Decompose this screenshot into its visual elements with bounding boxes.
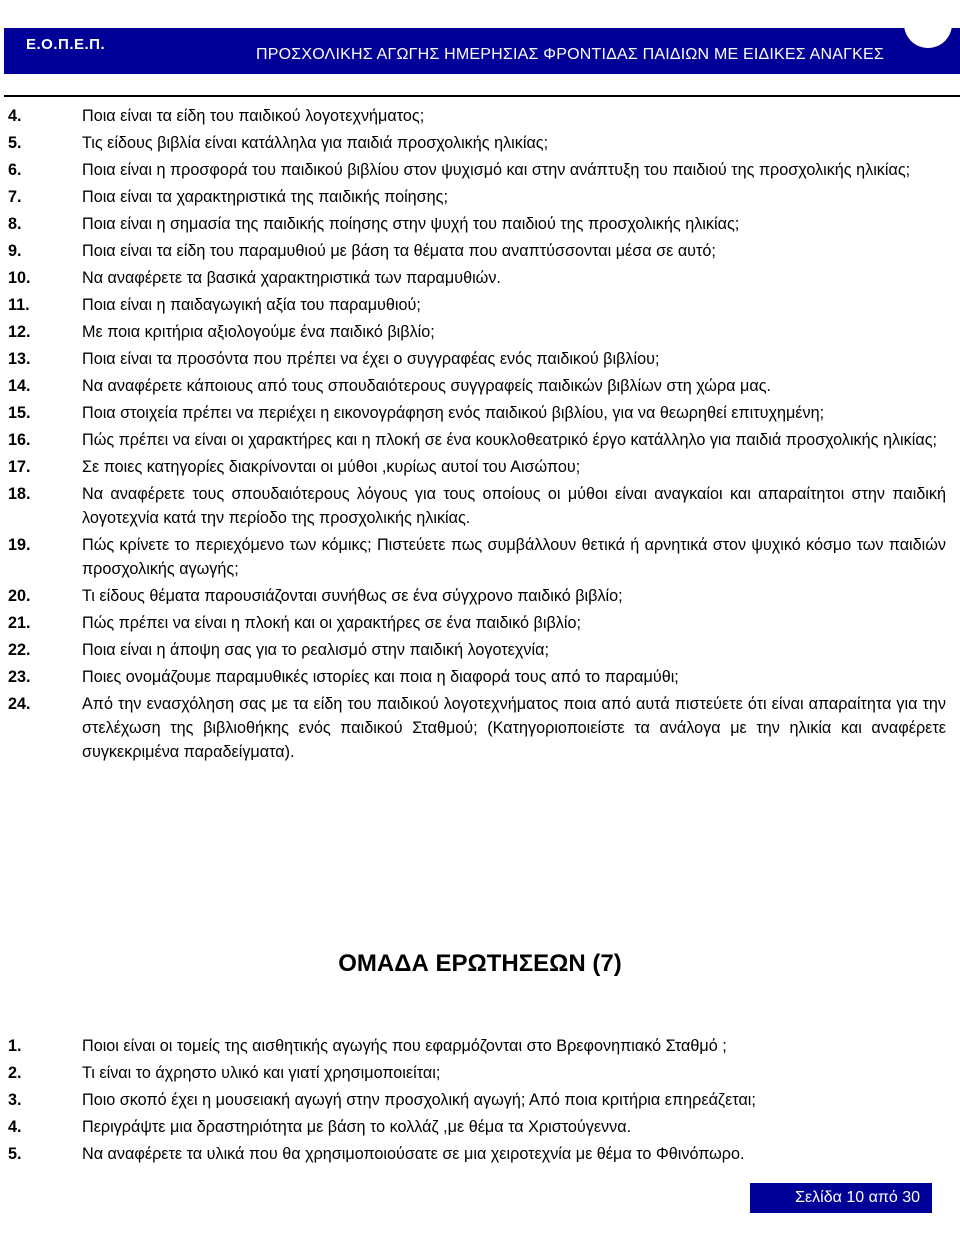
question-item bbox=[8, 533, 946, 581]
question-item bbox=[8, 455, 946, 479]
question-number: 7. bbox=[8, 188, 22, 206]
question-text: Ποια στοιχεία πρέπει να περιέχει η εικονογράφηση ενός παιδικού βιβλίου, για να θεωρηθεί επιτυχημένη; bbox=[82, 404, 825, 422]
question-item bbox=[8, 1088, 946, 1112]
question-number: 17. bbox=[8, 458, 31, 476]
header-divider bbox=[4, 95, 960, 97]
question-number: 20. bbox=[8, 587, 31, 605]
question-text: Τι είναι το άχρηστο υλικό και γιατί χρησιμοποιείται; bbox=[82, 1064, 441, 1082]
question-number: 21. bbox=[8, 614, 31, 632]
question-text: Ποια είναι η άποψη σας για το ρεαλισμό στην παιδική λογοτεχνία; bbox=[82, 641, 549, 659]
question-item bbox=[8, 1061, 946, 1085]
question-number: 10. bbox=[8, 269, 31, 287]
question-number: 5. bbox=[8, 134, 22, 152]
question-number: 16. bbox=[8, 431, 31, 449]
question-item bbox=[8, 401, 946, 425]
question-text: Πώς πρέπει να είναι οι χαρακτήρες και η πλοκή σε ένα κουκλοθεατρικό έργο κατάλληλο για παιδιά προσχολικής ηλικίας; bbox=[82, 431, 937, 449]
question-item bbox=[8, 347, 946, 371]
question-list bbox=[8, 104, 946, 767]
question-number: 15. bbox=[8, 404, 31, 422]
question-number: 4. bbox=[8, 1118, 22, 1136]
question-text: Ποια είναι η παιδαγωγική αξία του παραμυθιού; bbox=[82, 296, 421, 314]
header-bar bbox=[4, 28, 960, 74]
question-item bbox=[8, 1034, 946, 1058]
question-text: Ποια είναι τα είδη του παιδικού λογοτεχνήματος; bbox=[82, 107, 425, 125]
question-number: 22. bbox=[8, 641, 31, 659]
question-number: 5. bbox=[8, 1145, 22, 1163]
question-text: Από την ενασχόληση σας με τα είδη του παιδικού λογοτεχνήματος ποια από αυτά πιστεύετε ότι είναι απαραίτητα για την στελέχωση της βιβλιοθήκης ενός παιδικού Σταθμού; (Κατηγοριοποιείστε τα ανάλογα με την ηλικία και αναφέρετε συγκεκριμένα παραδείγματα). bbox=[82, 695, 946, 761]
question-item bbox=[8, 212, 946, 236]
question-number: 12. bbox=[8, 323, 31, 341]
question-text: Με ποια κριτήρια αξιολογούμε ένα παιδικό βιβλίο; bbox=[82, 323, 435, 341]
question-number: 9. bbox=[8, 242, 22, 260]
question-text: Ποιες ονομάζουμε παραμυθικές ιστορίες και ποια η διαφορά τους από το παραμύθι; bbox=[82, 668, 679, 686]
question-number: 11. bbox=[8, 296, 30, 314]
question-number: 6. bbox=[8, 161, 22, 179]
question-item bbox=[8, 584, 946, 608]
question-number: 4. bbox=[8, 107, 22, 125]
question-number: 23. bbox=[8, 668, 31, 686]
question-item bbox=[8, 185, 946, 209]
question-text: Ποια είναι τα χαρακτηριστικά της παιδικής ποίησης; bbox=[82, 188, 448, 206]
question-text: Να αναφέρετε τους σπουδαιότερους λόγους για τους οποίους οι μύθοι είναι αναγκαίοι και απαραίτητοι στην παιδική λογοτεχνία κατά την περίοδο της προσχολικής ηλικίας. bbox=[82, 485, 946, 527]
question-item bbox=[8, 611, 946, 635]
question-item bbox=[8, 158, 946, 182]
question-item bbox=[8, 428, 946, 452]
question-item bbox=[8, 320, 946, 344]
question-item bbox=[8, 1115, 946, 1139]
question-item bbox=[8, 665, 946, 689]
question-text: Σε ποιες κατηγορίες διακρίνονται οι μύθοι ,κυρίως αυτοί του Αισώπου; bbox=[82, 458, 581, 476]
question-text: Να αναφέρετε τα υλικά που θα χρησιμοποιούσατε σε μια χειροτεχνία με θέμα το Φθινόπωρο. bbox=[82, 1145, 745, 1163]
question-item bbox=[8, 692, 946, 764]
question-text: Πώς πρέπει να είναι η πλοκή και οι χαρακτήρες σε ένα παιδικό βιβλίο; bbox=[82, 614, 581, 632]
question-text: Ποια είναι τα είδη του παραμυθιού με βάση τα θέματα που αναπτύσσονται μέσα σε αυτό; bbox=[82, 242, 716, 260]
question-text: Ποιοι είναι οι τομείς της αισθητικής αγωγής που εφαρμόζονται στο Βρεφονηπιακό Σταθμό ; bbox=[82, 1037, 727, 1055]
question-item bbox=[8, 638, 946, 662]
page-number-badge: Σελίδα 10 από 30 bbox=[750, 1183, 932, 1213]
question-text: Ποια είναι η προσφορά του παιδικού βιβλίου στον ψυχισμό και στην ανάπτυξη του παιδιού της προσχολικής ηλικίας; bbox=[82, 161, 911, 179]
question-number: 1. bbox=[8, 1037, 22, 1055]
org-label: Ε.Ο.Π.Ε.Π. bbox=[26, 36, 106, 53]
question-text: Ποια είναι τα προσόντα που πρέπει να έχει ο συγγραφέας ενός παιδικού βιβλίου; bbox=[82, 350, 660, 368]
question-text: Ποια είναι η σημασία της παιδικής ποίησης στην ψυχή του παιδιού της προσχολικής ηλικίας; bbox=[82, 215, 740, 233]
question-number: 24. bbox=[8, 695, 31, 713]
question-item bbox=[8, 374, 946, 398]
question-item bbox=[8, 239, 946, 263]
question-number: 13. bbox=[8, 350, 31, 368]
question-item bbox=[8, 1142, 946, 1166]
question-number: 8. bbox=[8, 215, 22, 233]
question-text: Τι είδους θέματα παρουσιάζονται συνήθως σε ένα σύγχρονο παιδικό βιβλίο; bbox=[82, 587, 623, 605]
header-corner-decoration bbox=[904, 0, 952, 48]
question-item bbox=[8, 131, 946, 155]
question-text: Τις είδους βιβλία είναι κατάλληλα για παιδιά προσχολικής ηλικίας; bbox=[82, 134, 549, 152]
question-text: Πώς κρίνετε το περιεχόμενο των κόμικς; Πιστεύετε πως συμβάλλουν θετικά ή αρνητικά στον ψυχικό κόσμο των παιδιών προσχολικής αγωγής; bbox=[82, 536, 946, 578]
question-number: 14. bbox=[8, 377, 31, 395]
question-text: Να αναφέρετε τα βασικά χαρακτηριστικά των παραμυθιών. bbox=[82, 269, 501, 287]
question-number: 18. bbox=[8, 485, 31, 503]
question-text: Περιγράψτε μια δραστηριότητα με βάση το κολλάζ ,με θέμα τα Χριστούγεννα. bbox=[82, 1118, 632, 1136]
question-text: Να αναφέρετε κάποιους από τους σπουδαιότερους συγγραφείς παιδικών βιβλίων στη χώρα μας. bbox=[82, 377, 771, 395]
header-title: ΠΡΟΣΧΟΛΙΚΗΣ ΑΓΩΓΗΣ ΗΜΕΡΗΣΙΑΣ ΦΡΟΝΤΙΔΑΣ ΠΑΙΔΙΩΝ ΜΕ ΕΙΔΙΚΕΣ ΑΝΑΓΚΕΣ bbox=[255, 46, 884, 63]
question-number: 2. bbox=[8, 1064, 22, 1082]
question-list-section-7 bbox=[8, 1034, 946, 1169]
question-item bbox=[8, 266, 946, 290]
question-number: 3. bbox=[8, 1091, 22, 1109]
section-title: ΟΜΑΔΑ ΕΡΩΤΗΣΕΩΝ (7) bbox=[338, 950, 622, 977]
question-item bbox=[8, 293, 946, 317]
question-item bbox=[8, 104, 946, 128]
question-text: Ποιο σκοπό έχει η μουσειακή αγωγή στην προσχολική αγωγή; Από ποια κριτήρια επηρεάζεται; bbox=[82, 1091, 756, 1109]
question-item bbox=[8, 482, 946, 530]
question-number: 19. bbox=[8, 536, 31, 554]
